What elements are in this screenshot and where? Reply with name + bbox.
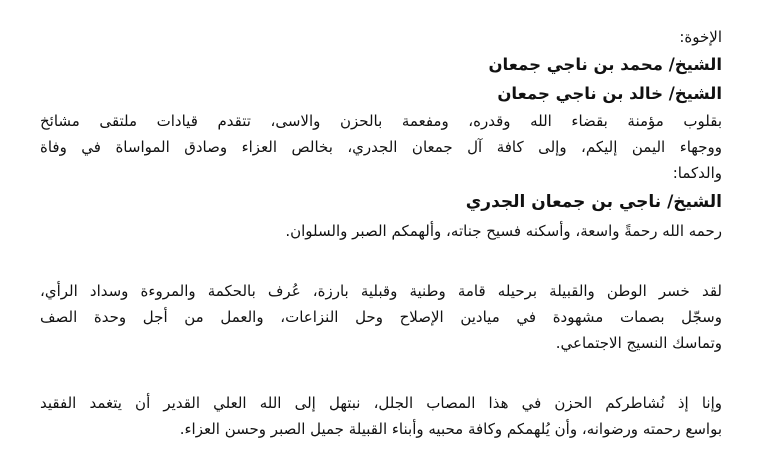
recipient-1: الشيخ/ محمد بن ناجي جمعان	[488, 55, 722, 74]
paragraph2-line-3: وتماسك النسيج الاجتماعي.	[555, 334, 722, 352]
recipient-2: الشيخ/ خالد بن ناجي جمعان	[497, 84, 722, 103]
prayer-line: رحمه الله رحمةً واسعة، وأسكنه فسيح جناته، وألهمكم الصبر والسلوان.	[285, 222, 722, 240]
salutation: الإخوة:	[679, 28, 722, 46]
paragraph2-line-2: وسجّل بصمات مشهودة في ميادين الإصلاح وحل النزاعات، والعمل من أجل وحدة الصف	[40, 308, 722, 326]
paragraph2-line-1: لقد خسر الوطن والقبيلة برحيله قامة وطنية وقبلية بارزة، عُرف بالحكمة والمروءة وسداد الرأي،	[40, 282, 722, 300]
condolence-letter	[40, 24, 722, 442]
paragraph3-line-1: وإنا إذ نُشاطركم الحزن في هذا المصاب الجلل، نبتهل إلى الله العلي القدير أن يتغمد الفقيد	[40, 394, 722, 412]
intro-line-3: والدكما:	[672, 164, 722, 182]
intro-line-2: ووجهاء اليمن إليكم، وإلى كافة آل جمعان الجدري، بخالص العزاء وصادق المواساة في وفاة	[40, 138, 722, 156]
paragraph-spacer	[40, 356, 722, 390]
intro-line-1: بقلوب مؤمنة بقضاء الله وقدره، ومفعمة بالحزن والاسى، تتقدم قيادات ملتقى مشائخ	[40, 112, 722, 130]
deceased-name: الشيخ/ ناجي بن جمعان الجدري	[465, 192, 722, 212]
paragraph-spacer	[40, 244, 722, 278]
paragraph3-line-2: بواسع رحمته ورضوانه، وأن يُلهمكم وكافة محبيه وأبناء القبيلة جميل الصبر وحسن العزاء.	[179, 420, 722, 438]
